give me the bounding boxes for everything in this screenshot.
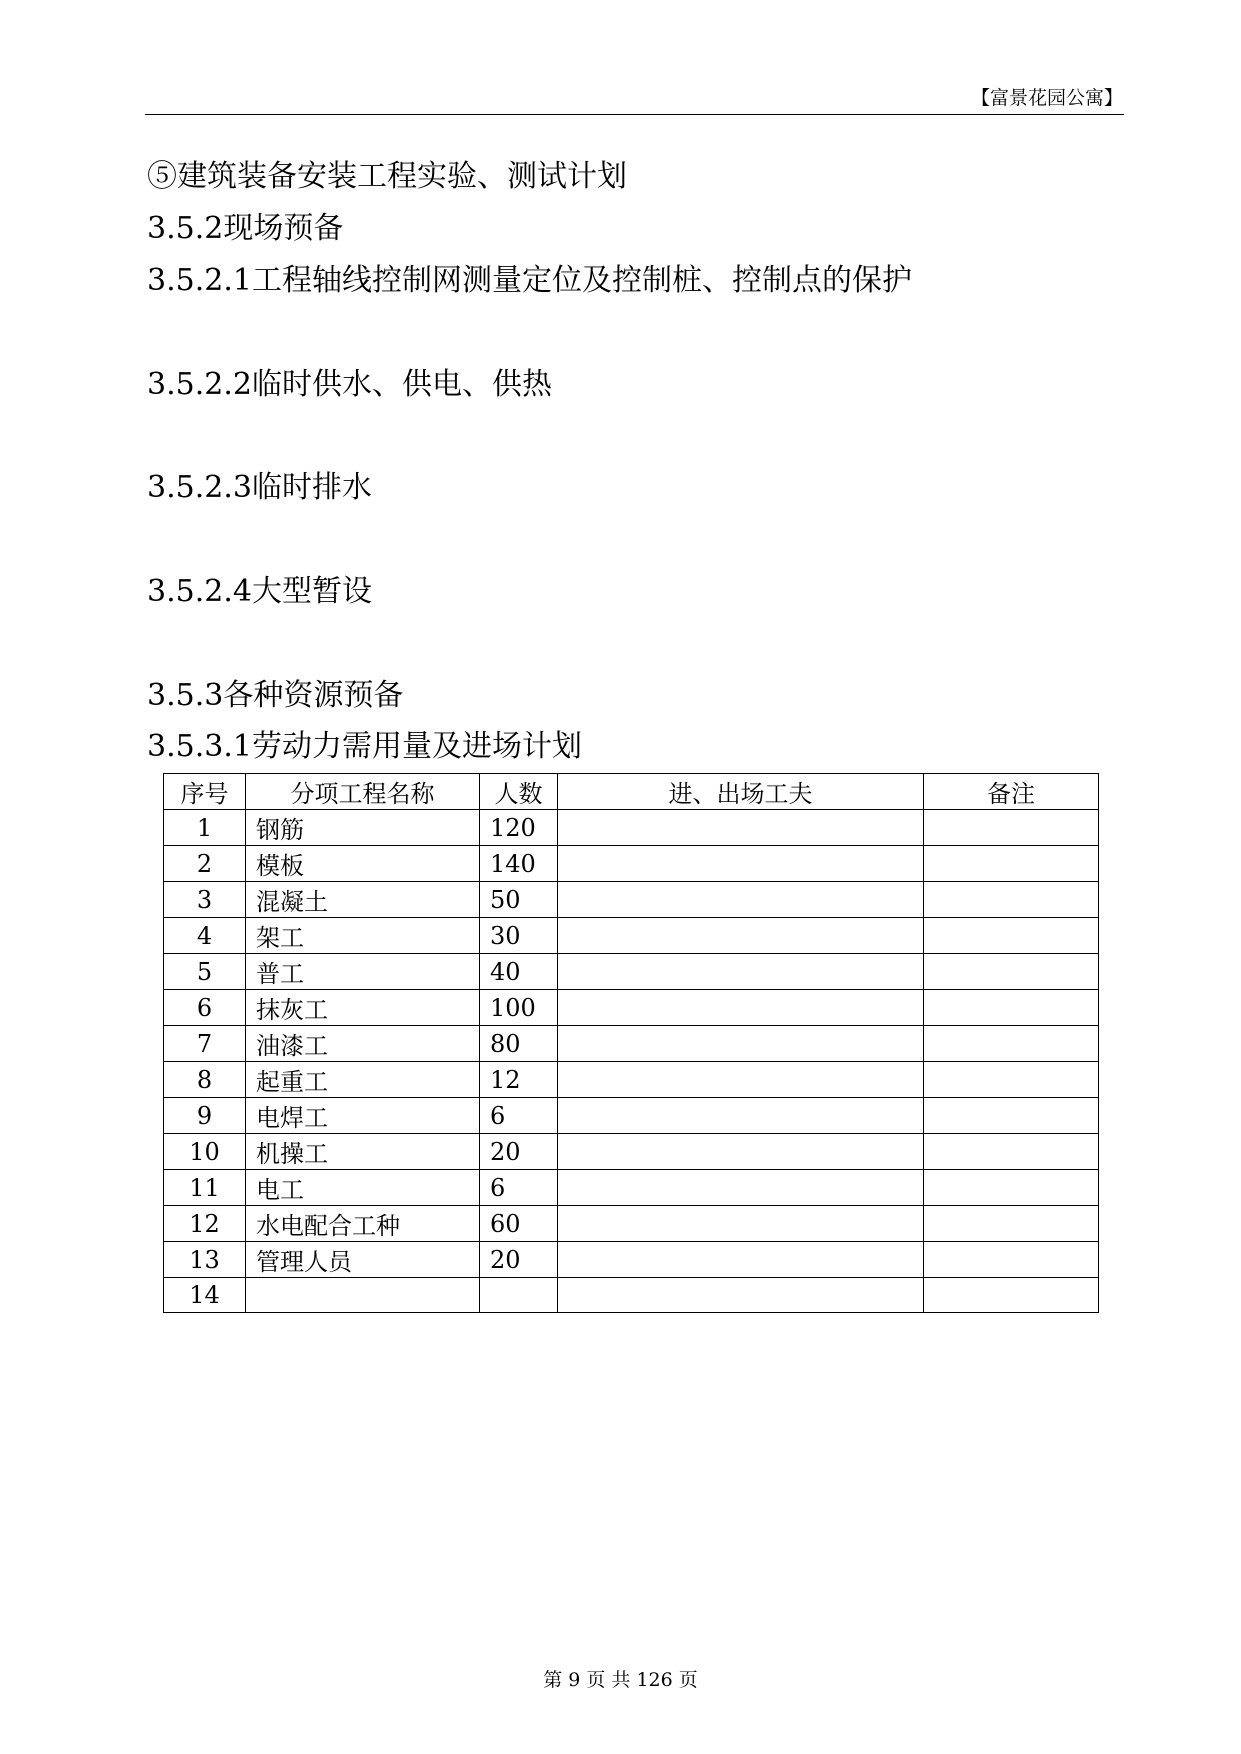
table-row	[164, 990, 1099, 1026]
table-row	[164, 810, 1099, 846]
cell-trade: 钢筋	[246, 810, 480, 846]
page-number-footer: 第 9 页 共 126 页	[543, 1669, 698, 1691]
cell-headcount: 20	[480, 1242, 558, 1278]
cell-trade: 模板	[246, 846, 480, 882]
cell-schedule	[558, 1242, 924, 1278]
heading-temporary-utilities: 3.5.2.2临时供水、供电、供热	[147, 367, 552, 402]
table-row	[164, 1206, 1099, 1242]
table-row	[164, 882, 1099, 918]
cell-index: 11	[164, 1170, 246, 1206]
heading-temporary-drainage: 3.5.2.3临时排水	[147, 470, 372, 505]
cell-schedule	[558, 1206, 924, 1242]
cell-schedule	[558, 882, 924, 918]
cell-schedule	[558, 1170, 924, 1206]
cell-headcount: 30	[480, 918, 558, 954]
table-row	[164, 918, 1099, 954]
cell-remarks	[924, 990, 1099, 1026]
cell-remarks	[924, 954, 1099, 990]
cell-schedule	[558, 1098, 924, 1134]
cell-index: 14	[164, 1278, 246, 1313]
cell-remarks	[924, 882, 1099, 918]
cell-schedule	[558, 846, 924, 882]
cell-trade: 起重工	[246, 1062, 480, 1098]
cell-trade: 油漆工	[246, 1026, 480, 1062]
cell-trade	[246, 1278, 480, 1313]
cell-index: 1	[164, 810, 246, 846]
cell-headcount: 12	[480, 1062, 558, 1098]
cell-schedule	[558, 954, 924, 990]
table-row	[164, 1170, 1099, 1206]
cell-trade: 混凝土	[246, 882, 480, 918]
cell-headcount: 6	[480, 1098, 558, 1134]
table-row	[164, 1062, 1099, 1098]
cell-headcount: 100	[480, 990, 558, 1026]
cell-schedule	[558, 1062, 924, 1098]
cell-trade: 架工	[246, 918, 480, 954]
cell-headcount: 120	[480, 810, 558, 846]
cell-schedule	[558, 1026, 924, 1062]
cell-trade: 电焊工	[246, 1098, 480, 1134]
cell-index: 12	[164, 1206, 246, 1242]
cell-headcount: 60	[480, 1206, 558, 1242]
column-header-schedule: 进、出场工夫	[558, 774, 924, 810]
cell-trade: 管理人员	[246, 1242, 480, 1278]
cell-trade: 机操工	[246, 1134, 480, 1170]
cell-remarks	[924, 1278, 1099, 1313]
cell-index: 8	[164, 1062, 246, 1098]
table-row	[164, 1026, 1099, 1062]
cell-index: 5	[164, 954, 246, 990]
cell-remarks	[924, 810, 1099, 846]
column-header-headcount: 人数	[480, 774, 558, 810]
heading-test-plan: ⑤建筑装备安装工程实验、测试计划	[147, 159, 627, 194]
cell-headcount: 40	[480, 954, 558, 990]
heading-labor-plan: 3.5.3.1劳动力需用量及进场计划	[147, 729, 582, 764]
table-header-row	[164, 774, 1099, 810]
cell-headcount: 6	[480, 1170, 558, 1206]
heading-survey-control: 3.5.2.1工程轴线控制网测量定位及控制桩、控制点的保护	[147, 263, 912, 298]
cell-headcount: 140	[480, 846, 558, 882]
table-row	[164, 1278, 1099, 1313]
table-row	[164, 1242, 1099, 1278]
cell-schedule	[558, 1278, 924, 1313]
cell-trade: 水电配合工种	[246, 1206, 480, 1242]
cell-headcount	[480, 1278, 558, 1313]
column-header-trade: 分项工程名称	[246, 774, 480, 810]
heading-temporary-facilities: 3.5.2.4大型暂设	[147, 574, 372, 609]
cell-remarks	[924, 1134, 1099, 1170]
table-row	[164, 846, 1099, 882]
document-header-title: 【富景花园公寓】	[970, 87, 1123, 109]
cell-index: 4	[164, 918, 246, 954]
cell-remarks	[924, 1206, 1099, 1242]
cell-headcount: 20	[480, 1134, 558, 1170]
labor-requirement-table	[163, 773, 1099, 1313]
cell-index: 9	[164, 1098, 246, 1134]
cell-trade: 抹灰工	[246, 990, 480, 1026]
column-header-index: 序号	[164, 774, 246, 810]
cell-index: 2	[164, 846, 246, 882]
heading-resource-preparation: 3.5.3各种资源预备	[147, 678, 404, 713]
cell-index: 10	[164, 1134, 246, 1170]
cell-schedule	[558, 990, 924, 1026]
table-row	[164, 1098, 1099, 1134]
cell-index: 6	[164, 990, 246, 1026]
cell-remarks	[924, 918, 1099, 954]
cell-headcount: 50	[480, 882, 558, 918]
column-header-remarks: 备注	[924, 774, 1099, 810]
cell-remarks	[924, 1062, 1099, 1098]
cell-schedule	[558, 810, 924, 846]
cell-remarks	[924, 1098, 1099, 1134]
cell-schedule	[558, 1134, 924, 1170]
cell-index: 7	[164, 1026, 246, 1062]
cell-remarks	[924, 846, 1099, 882]
cell-index: 13	[164, 1242, 246, 1278]
header-divider	[145, 114, 1124, 115]
cell-remarks	[924, 1242, 1099, 1278]
table-row	[164, 1134, 1099, 1170]
heading-site-preparation: 3.5.2现场预备	[147, 211, 344, 246]
cell-trade: 普工	[246, 954, 480, 990]
cell-trade: 电工	[246, 1170, 480, 1206]
cell-headcount: 80	[480, 1026, 558, 1062]
cell-remarks	[924, 1170, 1099, 1206]
cell-schedule	[558, 918, 924, 954]
cell-index: 3	[164, 882, 246, 918]
cell-remarks	[924, 1026, 1099, 1062]
table-row	[164, 954, 1099, 990]
